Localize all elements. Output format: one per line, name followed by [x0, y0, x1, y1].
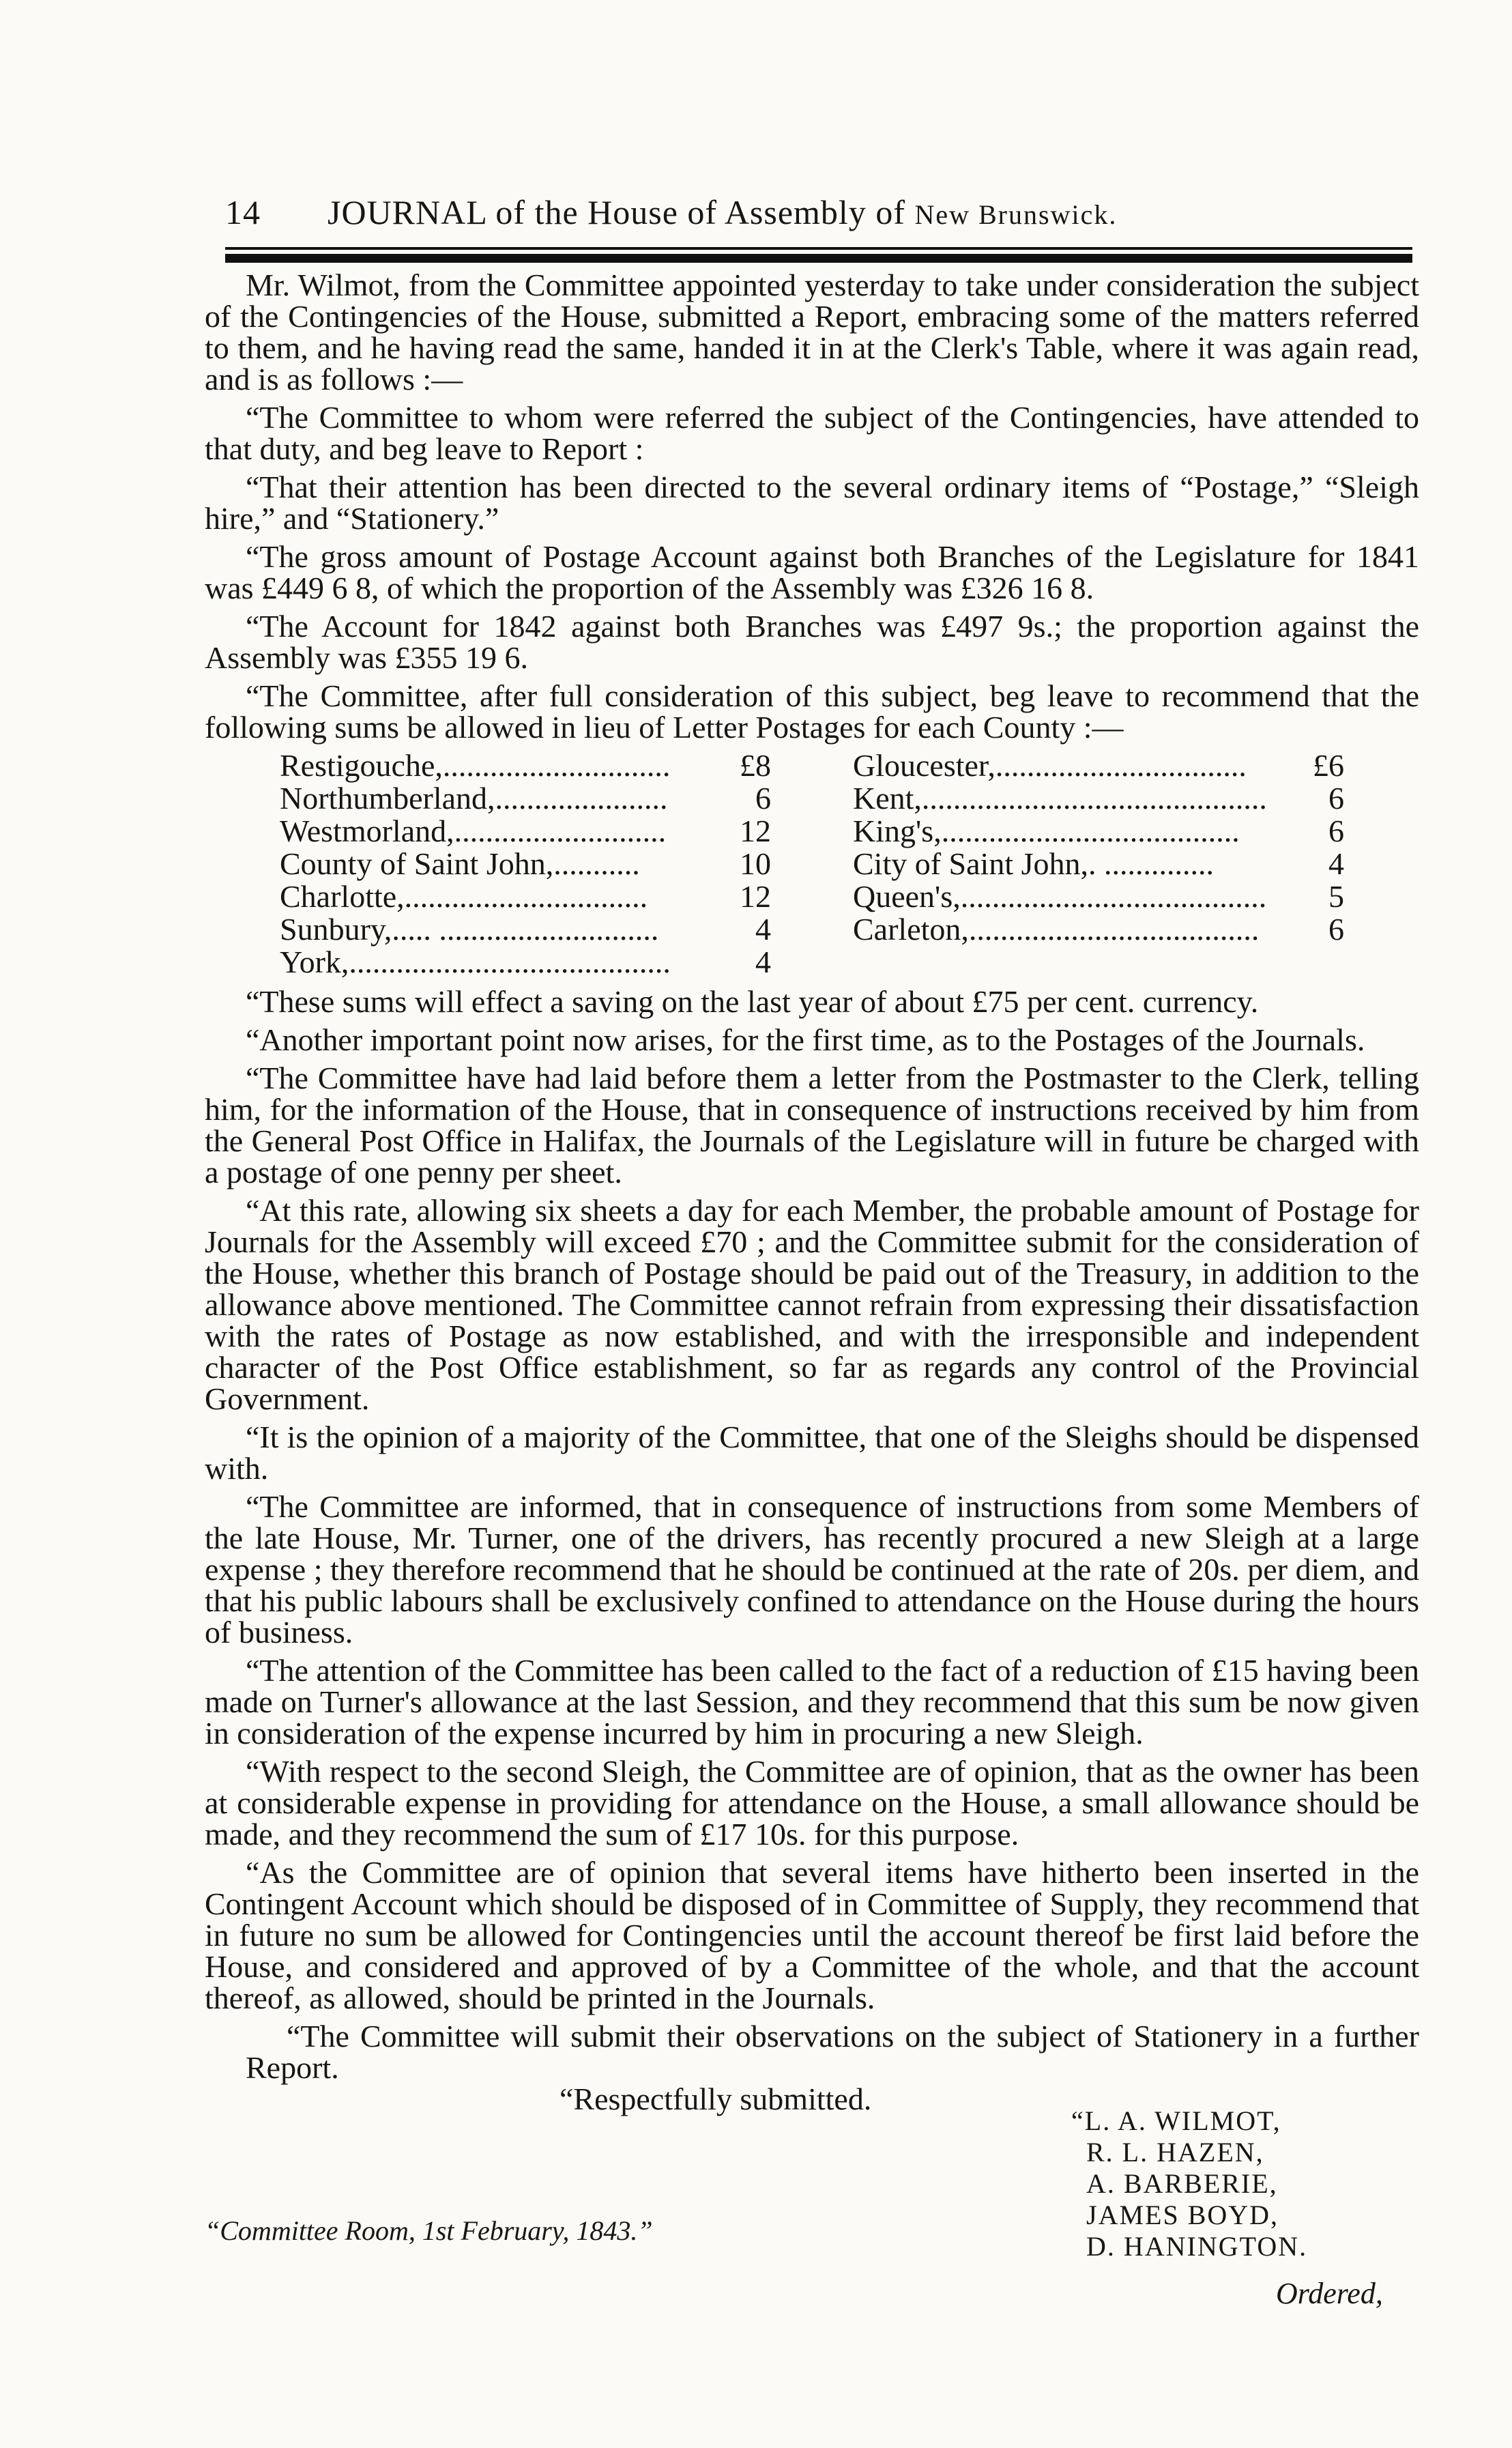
- postage-row: [280, 947, 771, 979]
- signature-name: A. BARBERIE,: [1086, 2168, 1278, 2199]
- paragraph: “As the Committee are of opinion that several items have hitherto been inserted in the Contingent Account which should be disposed of in Committee of Supply, they recommend that in future no sum be allowed for Contingencies until the account thereof be first laid before the House, and considered and approved of by a Committee of the whole, and that the account thereof, as allowed, should be printed in the Journals.: [205, 1855, 1419, 2015]
- closing-text: “Respectfully submitted.: [559, 2082, 872, 2116]
- paragraph: “The Committee to whom were referred the subject of the Contingencies, have attended to that duty, and beg leave to Report :: [205, 400, 1419, 466]
- postage-row: [853, 848, 1344, 881]
- signature-block: [1071, 2105, 1307, 2262]
- county-amount: 10: [740, 846, 771, 881]
- county-name: Carleton,.....................................: [853, 912, 1260, 947]
- county-name: City of Saint John,. ..............: [853, 846, 1215, 881]
- postage-row: [853, 813, 1344, 848]
- county-amount: 12: [740, 879, 771, 914]
- running-title-place: New Brunswick.: [914, 199, 1118, 230]
- county-name: Kent,............................................: [853, 781, 1267, 816]
- paragraph: “The gross amount of Postage Account against both Branches of the Legislature for 1841 was £449 6 8, of which the proportion of the Assembly was £326 16 8.: [205, 539, 1419, 605]
- body-text: [205, 270, 1419, 2115]
- committee-room-dateline: “Committee Room, 1st February, 1843.”: [205, 2215, 653, 2246]
- county-name: County of Saint John,...........: [280, 846, 640, 881]
- county-amount: 6: [1328, 912, 1344, 947]
- signature-name: JAMES BOYD,: [1086, 2200, 1279, 2230]
- running-title: [328, 192, 1117, 232]
- postage-row: [280, 914, 771, 947]
- paragraph: “These sums will effect a saving on the last year of about £75 per cent. currency.: [246, 984, 1259, 1019]
- paragraph: “The Committee have had laid before them a letter from the Postmaster to the Clerk, telling him, for the information of the House, that in consequence of instructions received by him from the General Post Office in Halifax, the Journals of the Legislature will in future be charged with a postage of one penny per sheet.: [205, 1061, 1419, 1190]
- county-name: Northumberland,......................: [280, 781, 668, 816]
- postage-row: [280, 813, 771, 848]
- paragraph: “The Committee are informed, that in consequence of instructions from some Members of the late House, Mr. Turner, one of the drivers, has recently procured a new Sleigh at a large expense ; they therefore recommend that he should be continued at the rate of 20s. per diem, and that his public labours shall be exclusively confined to attendance on the House during the hours of business.: [205, 1489, 1419, 1650]
- postage-column-left: [280, 750, 771, 979]
- signature-name: R. L. HAZEN,: [1086, 2137, 1264, 2168]
- county-name: Gloucester,................................: [853, 748, 1247, 783]
- paragraph: Mr. Wilmot, from the Committee appointed yesterday to take under consideration the subject of the Contingencies of the House, submitted a Report, embracing some of the matters referred to them, and he having read the same, handed it in at the Clerk's Table, where it was again read, and is as follows :—: [205, 268, 1419, 397]
- county-name: Restigouche,.............................: [280, 748, 671, 783]
- signature-name: “L. A. WILMOT,: [1071, 2105, 1281, 2136]
- postage-row: [853, 783, 1344, 816]
- county-name: Queen's,.......................................: [853, 879, 1267, 914]
- running-header: [225, 192, 1412, 232]
- paragraph: “The Committee, after full consideration of this subject, beg leave to recommend that the following sums be allowed in lieu of Letter Postages for each County :—: [205, 678, 1419, 745]
- paragraph: “At this rate, allowing six sheets a day for each Member, the probable amount of Postage for Journals for the Assembly will exceed £70 ; and the Committee submit for the consideration of the House, whether this branch of Postage should be paid out of the Treasury, in addition to the allowance above mentioned. The Committee cannot refrain from expressing their dissatisfaction with the rates of Postage as now established, and with the irresponsible and independent character of the Post Office establishment, so far as regards any control of the Provincial Government.: [205, 1193, 1419, 1416]
- header-rule-thin: [225, 247, 1412, 250]
- county-name: Sunbury,..... ............................: [280, 912, 659, 947]
- paragraph: “That their attention has been directed to the several ordinary items of “Postage,” “Sleigh hire,” and “Stationery.”: [205, 470, 1419, 536]
- postage-table: [280, 750, 1344, 979]
- paragraph: “With respect to the second Sleigh, the Committee are of opinion, that as the owner has been at considerable expense in providing for attendance on the House, a small allowance should be made, and they recommend the sum of £17 10s. for this purpose.: [205, 1754, 1419, 1852]
- postage-row: [280, 783, 771, 816]
- signature-name: D. HANINGTON.: [1086, 2231, 1308, 2262]
- paragraph: “The Account for 1842 against both Branches was £497 9s.; the proportion against the Assembly was £355 19 6.: [205, 609, 1419, 675]
- county-amount: 5: [1328, 879, 1344, 914]
- postage-row: [853, 750, 1344, 783]
- county-amount: 4: [755, 945, 771, 979]
- running-title-main: JOURNAL of the House of Assembly of: [328, 193, 915, 231]
- county-amount: 6: [1328, 781, 1344, 816]
- page-number: 14: [225, 193, 261, 231]
- county-amount: £8: [740, 748, 771, 783]
- postage-row: [280, 881, 771, 914]
- postage-row: [853, 914, 1344, 947]
- county-amount: 4: [755, 912, 771, 947]
- catchword: Ordered,: [1276, 2277, 1383, 2310]
- county-amount: 12: [740, 813, 771, 848]
- county-amount: £6: [1313, 748, 1344, 783]
- paragraph: “It is the opinion of a majority of the Committee, that one of the Sleighs should be dispensed with.: [205, 1420, 1419, 1486]
- paragraph: “The attention of the Committee has been called to the fact of a reduction of £15 having been made on Turner's allowance at the last Session, and they recommend that this sum be now given in consideration of the expense incurred by him in procuring a new Sleigh.: [205, 1653, 1419, 1751]
- county-amount: 4: [1328, 846, 1344, 881]
- county-amount: 6: [755, 781, 771, 816]
- county-name: King's,......................................: [853, 813, 1240, 848]
- county-amount: 6: [1328, 813, 1344, 848]
- county-name: York,.........................................: [280, 945, 671, 979]
- closing-line: [205, 2021, 1419, 2084]
- postage-row: [280, 848, 771, 881]
- postage-column-right: [853, 750, 1344, 979]
- postage-row: [280, 750, 771, 783]
- header-rule-thick: [225, 254, 1412, 263]
- county-name: Westmorland,...........................: [280, 813, 667, 848]
- final-paragraph: “The Committee will submit their observations on the subject of Stationery in a further Report.: [246, 2019, 1419, 2085]
- paragraph: “Another important point now arises, for the first time, as to the Postages of the Journals.: [246, 1022, 1365, 1057]
- postage-row: [853, 881, 1344, 914]
- county-name: Charlotte,...............................: [280, 879, 648, 914]
